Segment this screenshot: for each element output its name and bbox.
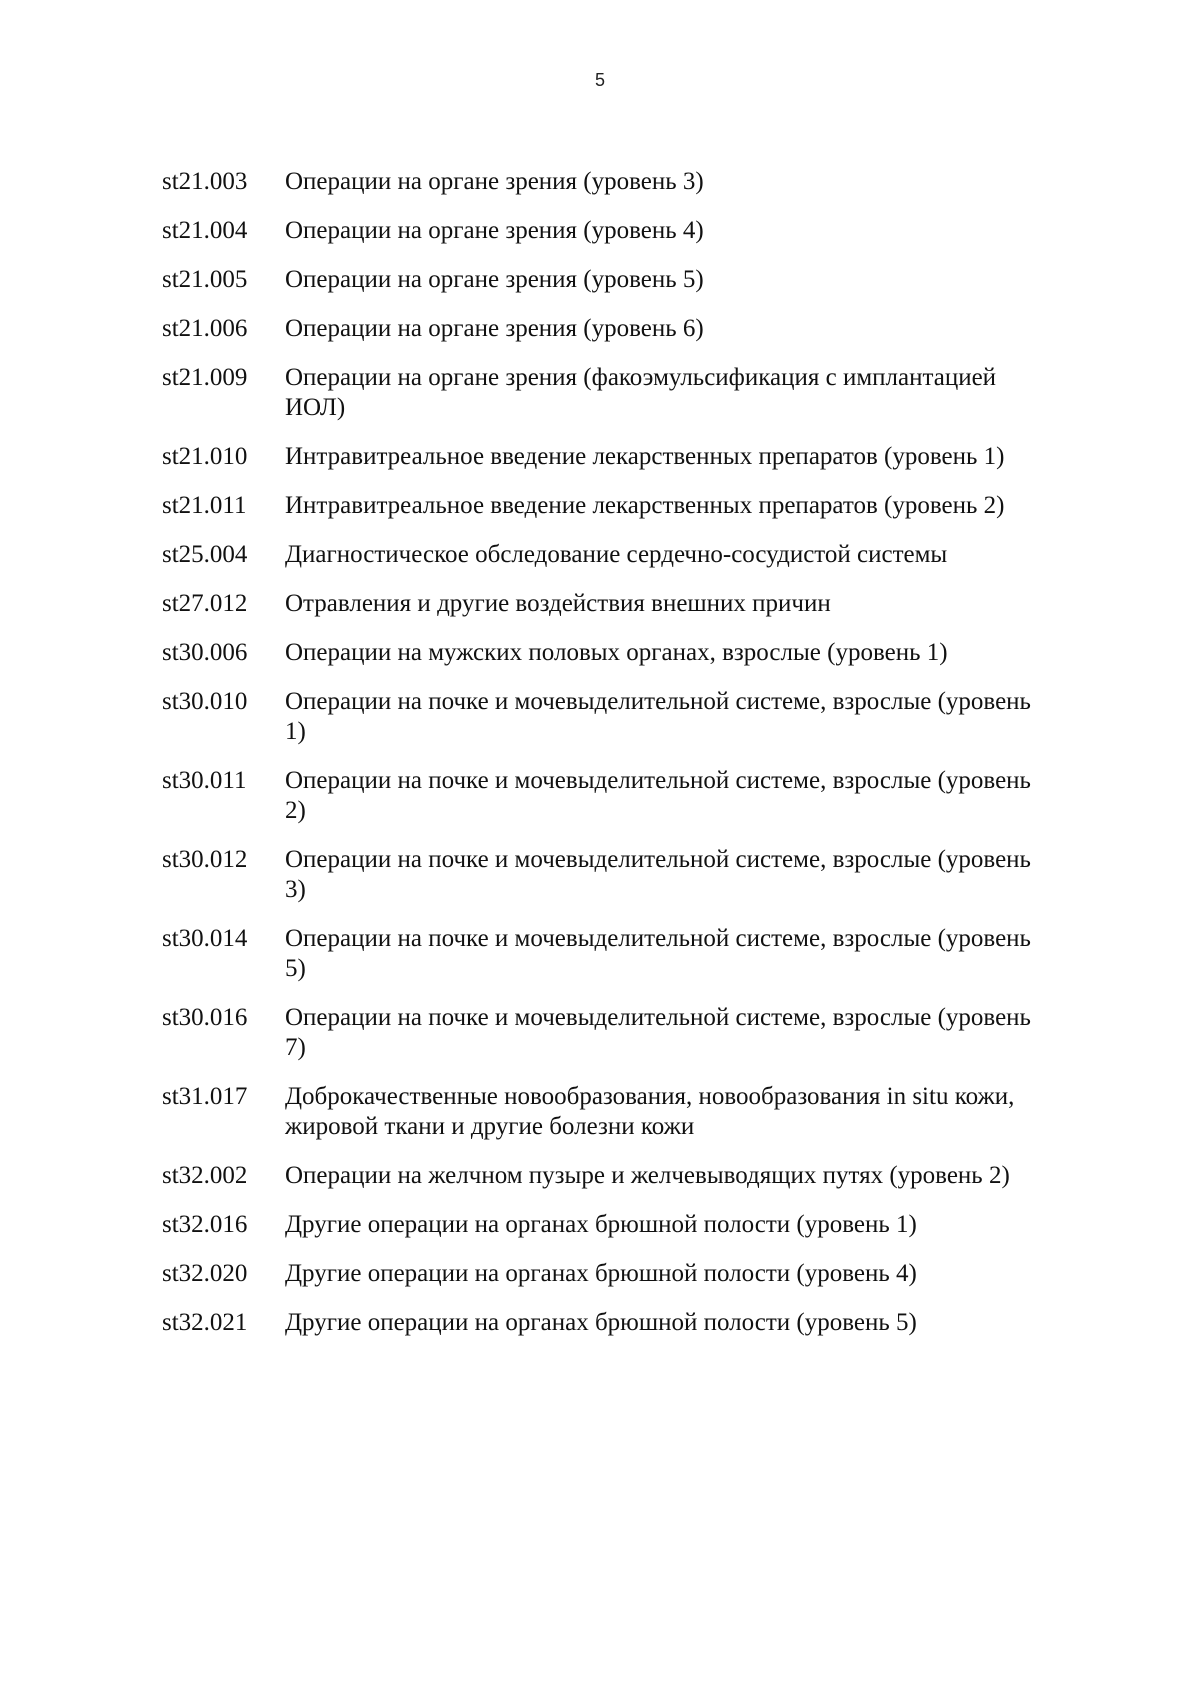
entry-code: st32.020	[162, 1260, 248, 1287]
entry-title: Операции на почке и мочевыделительной системе, взрослые (уровень 5)	[285, 925, 1031, 982]
entry-code: st30.006	[162, 639, 248, 666]
entry-code: st21.005	[162, 266, 248, 293]
entry-code: st32.021	[162, 1309, 248, 1336]
entry-title: Операции на органе зрения (уровень 5)	[285, 266, 704, 293]
entry-code: st30.010	[162, 688, 248, 715]
entry-code: st21.010	[162, 443, 248, 470]
entry-title: Операции на почке и мочевыделительной системе, взрослые (уровень 7)	[285, 1004, 1031, 1061]
entry-title: Другие операции на органах брюшной полости (уровень 5)	[285, 1309, 917, 1336]
entry-code: st21.004	[162, 217, 248, 244]
list-item	[162, 638, 1062, 668]
list-item	[162, 314, 1062, 344]
entry-code: st30.011	[162, 767, 247, 794]
list-item	[162, 1161, 1062, 1191]
entry-code: st21.003	[162, 168, 248, 195]
list-item	[162, 442, 1062, 472]
entry-title: Операции на органе зрения (уровень 4)	[285, 217, 704, 244]
list-item	[162, 491, 1062, 521]
entry-code: st25.004	[162, 541, 248, 568]
list-item	[162, 167, 1062, 197]
entry-code: st31.017	[162, 1083, 248, 1110]
entry-title: Операции на органе зрения (факоэмульсификация с имплантацией ИОЛ)	[285, 364, 997, 421]
entry-title: Диагностическое обследование сердечно-сосудистой системы	[285, 541, 948, 568]
list-item	[162, 845, 1062, 905]
entry-title: Доброкачественные новообразования, новообразования in situ кожи, жировой ткани и другие болезни кожи	[285, 1083, 1015, 1140]
list-item	[162, 265, 1062, 295]
entry-title: Операции на органе зрения (уровень 3)	[285, 168, 704, 195]
entry-title: Другие операции на органах брюшной полости (уровень 4)	[285, 1260, 917, 1287]
entry-code: st21.006	[162, 315, 248, 342]
entry-title: Отравления и другие воздействия внешних причин	[285, 590, 831, 617]
entry-title: Операции на почке и мочевыделительной системе, взрослые (уровень 2)	[285, 767, 1031, 824]
entry-code: st30.014	[162, 925, 248, 952]
list-item	[162, 216, 1062, 246]
entry-code: st30.012	[162, 846, 248, 873]
entry-code: st30.016	[162, 1004, 248, 1031]
list-item	[162, 1003, 1062, 1063]
entry-title: Операции на органе зрения (уровень 6)	[285, 315, 704, 342]
entry-title: Интравитреальное введение лекарственных препаратов (уровень 2)	[285, 492, 1005, 519]
list-item	[162, 1082, 1062, 1142]
entry-code: st32.016	[162, 1211, 248, 1238]
list-item	[162, 363, 1062, 423]
entry-list	[162, 167, 1062, 1357]
entry-title: Другие операции на органах брюшной полости (уровень 1)	[285, 1211, 917, 1238]
list-item	[162, 1259, 1062, 1289]
list-item	[162, 1210, 1062, 1240]
list-item	[162, 687, 1062, 747]
list-item	[162, 589, 1062, 619]
page-number: 5	[594, 70, 605, 90]
entry-code: st21.009	[162, 364, 248, 391]
list-item	[162, 540, 1062, 570]
list-item	[162, 924, 1062, 984]
entry-title: Операции на желчном пузыре и желчевыводящих путях (уровень 2)	[285, 1162, 1010, 1189]
entry-code: st21.011	[162, 492, 247, 519]
entry-title: Операции на мужских половых органах, взрослые (уровень 1)	[285, 639, 948, 666]
entry-title: Операции на почке и мочевыделительной системе, взрослые (уровень 3)	[285, 846, 1031, 903]
list-item	[162, 766, 1062, 826]
entry-code: st27.012	[162, 590, 248, 617]
entry-code: st32.002	[162, 1162, 248, 1189]
list-item	[162, 1308, 1062, 1338]
entry-title: Интравитреальное введение лекарственных препаратов (уровень 1)	[285, 443, 1005, 470]
entry-title: Операции на почке и мочевыделительной системе, взрослые (уровень 1)	[285, 688, 1031, 745]
